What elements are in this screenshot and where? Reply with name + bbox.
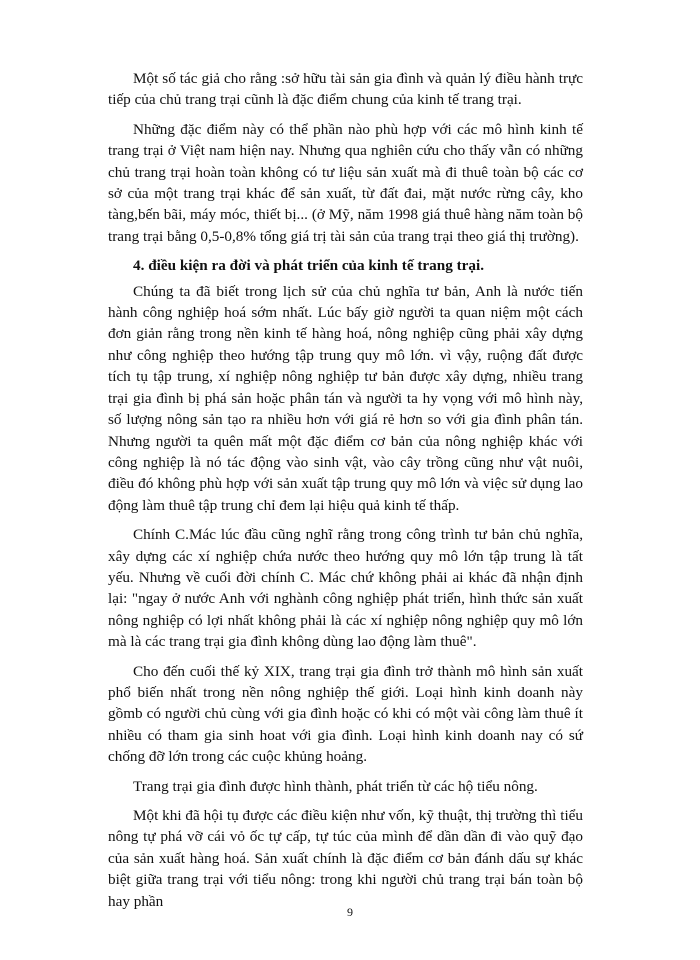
page-number: 9 (347, 905, 353, 919)
paragraph: Trang trại gia đình được hình thành, phát triển từ các hộ tiểu nông. (133, 777, 538, 795)
paragraph: Những đặc điểm này có thể phần nào phù hợp với các mô hình kinh tế trang trại ở Việt nam hiện nay. Nhưng qua nghiên cứu cho thấy vẫn có những chủ trang trại hoàn toàn không có tư liệu sản xuất mà đi thuê toàn bộ các cơ sở của một trang trại khác để sản xuất, từ đất đai, mặt nước rừng cây, kho tàng,bến bãi, máy móc, thiết bị... (ở Mỹ, năm 1998 giá thuê hàng năm toàn bộ trang trại bằng 0,5-0,8% tổng giá trị tài sản của trang trại theo giá thị trường). (108, 120, 583, 245)
paragraph: Một khi đã hội tụ được các điều kiện như vốn, kỹ thuật, thị trường thì tiểu nông tự phá vỡ cái vỏ ốc tự cấp, tự túc của mình để dần dần đi vào quỹ đạo của sản xuất hàng hoá. Sản xuất chính là đặc điểm cơ bản đánh dấu sự khác biệt giữa trang trại với tiểu nông: trong khi người chủ trang trại bán toàn bộ hay phần (108, 807, 583, 910)
paragraph: Một số tác giả cho rằng :sở hữu tài sản gia đình và quản lý điều hành trực tiếp của chủ trang trại cũnh là đặc điểm chung của kinh tế trang trại. (108, 70, 583, 109)
document-page (108, 68, 583, 920)
paragraph: Chúng ta đã biết trong lịch sử của chủ nghĩa tư bản, Anh là nước tiến hành công nghiệp hoá sớm nhất. Lúc bấy giờ người ta quan niệm một cách đơn giản rằng trong nền kinh tế hàng hoá, nông nghiệp cũng phải xây dựng như công nghiệp theo hướng tập trung quy mô lớn. vì vậy, ruộng đất được tích tụ tập trung, xí nghiệp nông nghiệp tư bản được xây dựng, nhiều trang trại gia đình bị phá sản hoặc phân tán và người ta hy vọng với mô hình này, số lượng nông sản tạo ra nhiều hơn với giá rẻ hơn so với gia đình phân tán. Nhưng người ta quên mất một đặc điểm cơ bản của nông nghiệp khác với công nghiệp là nó tác động vào sinh vật, vào cây trồng cũng như vật nuôi, điều đó không phù hợp với sản xuất tập trung quy mô lớn và việc sử dụng lao động làm thuê tập trung chỉ đem lại hiệu quả kinh tế thấp. (108, 282, 583, 514)
paragraph: Chính C.Mác lúc đầu cũng nghĩ rằng trong công trình tư bản chủ nghĩa, xây dựng các xí nghiệp chứa nước theo hướng quy mô lớn tập trung là tất yếu. Nhưng về cuối đời chính C. Mác chứ không phải ai khác đã nhận định lại: "ngay ở nước Anh với nghành công nghiệp phát triển, hình thức sản xuất nông nghiệp có lợi nhất không phải là các xí nghiệp nông nghiệp quy mô lớn mà là các trang trại gia đình không dùng lao động làm thuê". (108, 526, 583, 651)
section-heading: 4. điều kiện ra đời và phát triển của kinh tế trang trại. (133, 257, 484, 275)
paragraph: Cho đến cuối thế kỷ XIX, trang trại gia đình trở thành mô hình sản xuất phổ biến nhất trong nền nông nghiệp thế giới. Loại hình kinh doanh này gồmb có người chủ cùng với gia đình hoặc có khi có một vài công làm thuê ít nhiều có tham gia sinh hoat với gia đình. Loại hình kinh doanh nay có sứ chống đỡ lớn trong các cuộc khủng hoảng. (108, 662, 583, 766)
